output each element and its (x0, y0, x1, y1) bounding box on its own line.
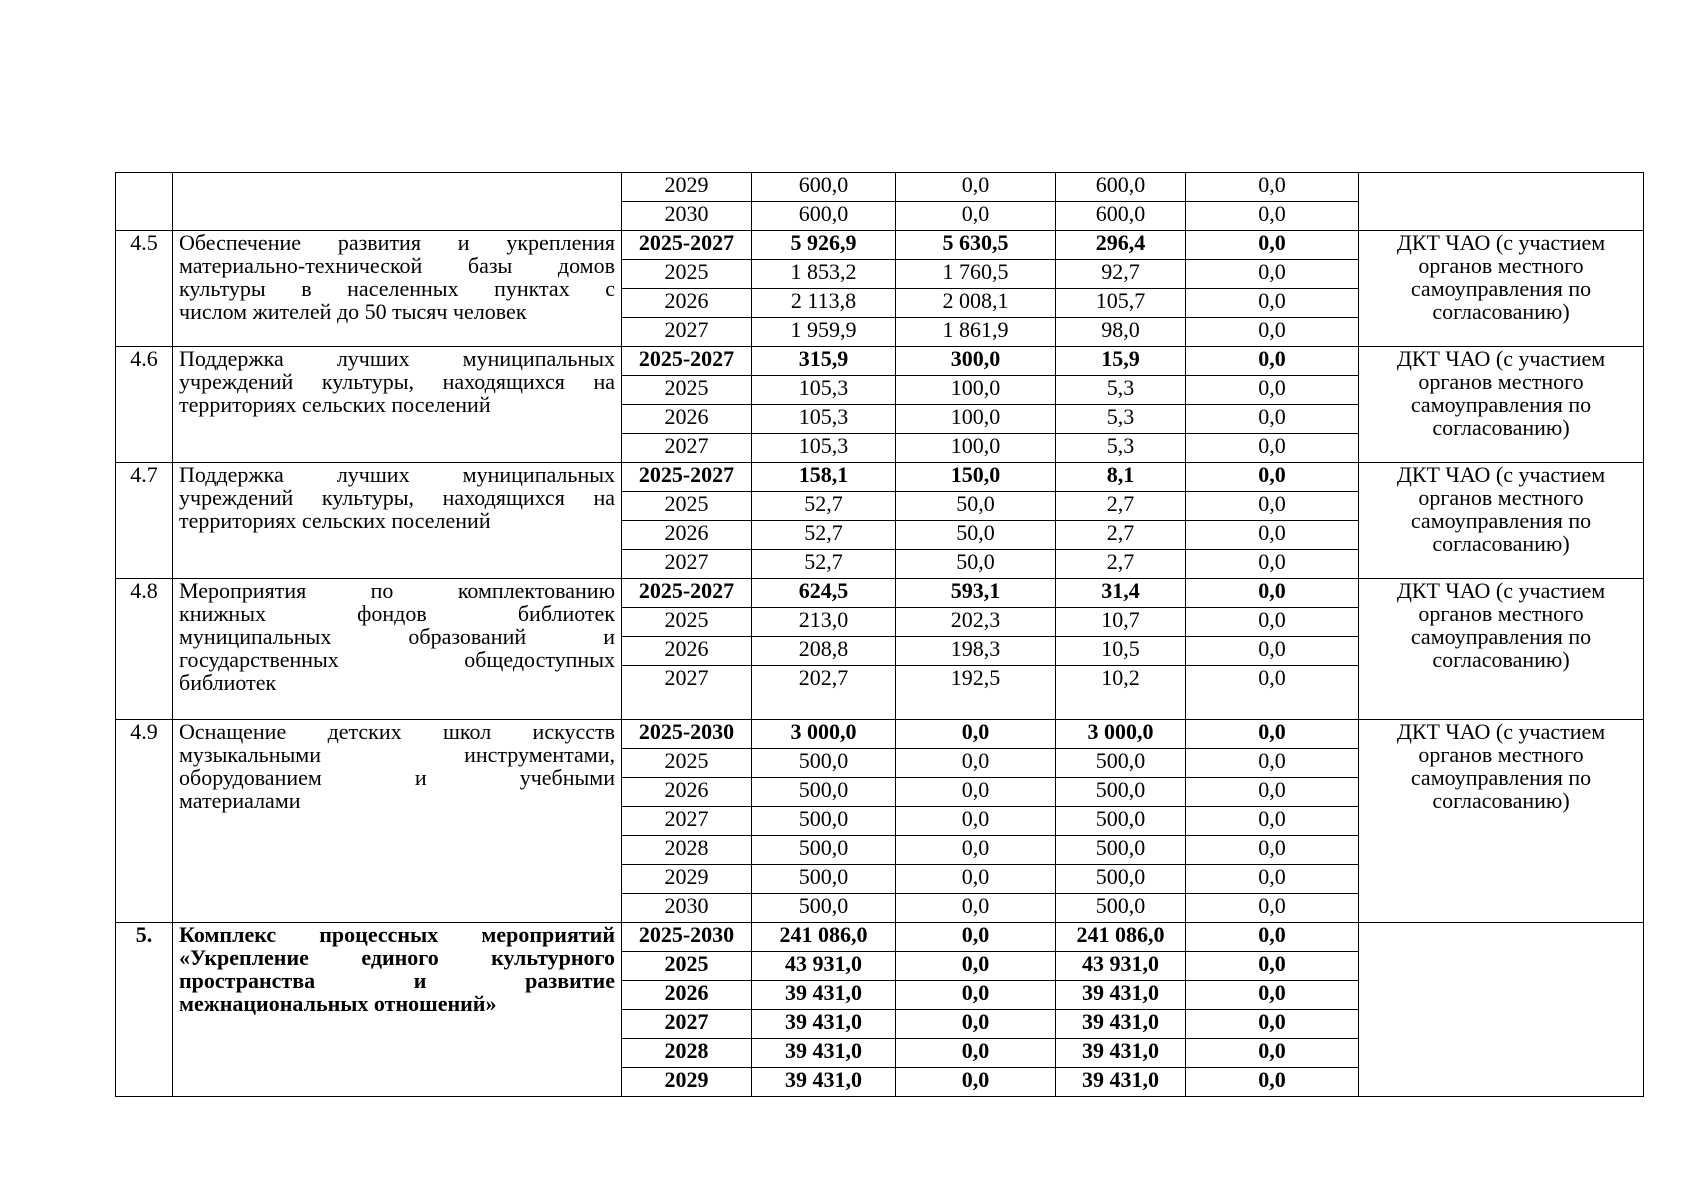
year-cell: 2025 (622, 260, 752, 289)
other-cell: 0,0 (1186, 260, 1359, 289)
regional-cell: 8,1 (1056, 463, 1186, 492)
other-cell: 0,0 (1186, 894, 1359, 923)
year-cell: 2029 (622, 865, 752, 894)
federal-cell: 0,0 (896, 952, 1056, 981)
year-cell: 2025 (622, 608, 752, 637)
year-cell: 2026 (622, 778, 752, 807)
other-cell: 0,0 (1186, 289, 1359, 318)
regional-cell: 500,0 (1056, 836, 1186, 865)
total-cell: 1 959,9 (752, 318, 896, 347)
federal-cell: 0,0 (896, 865, 1056, 894)
federal-cell: 0,0 (896, 202, 1056, 231)
federal-cell: 50,0 (896, 521, 1056, 550)
item-name-line: числом жителей до 50 тысяч человек (179, 299, 527, 324)
total-cell: 600,0 (752, 173, 896, 202)
responsible-cell: ДКТ ЧАО (с участием органов местного самоуправления по согласованию) (1359, 231, 1644, 347)
responsible-cell: ДКТ ЧАО (с участием органов местного самоуправления по согласованию) (1359, 463, 1644, 579)
item-name (173, 231, 622, 347)
federal-cell: 0,0 (896, 173, 1056, 202)
item-name-line: материалами (179, 788, 301, 813)
item-name-line: Оснащение детских школ искусств (179, 719, 615, 744)
year-cell: 2025-2030 (622, 923, 752, 952)
table-row (116, 579, 1644, 608)
total-cell: 208,8 (752, 637, 896, 666)
federal-cell: 150,0 (896, 463, 1056, 492)
federal-cell: 0,0 (896, 1068, 1056, 1097)
responsible-cell: ДКТ ЧАО (с участием органов местного самоуправления по согласованию) (1359, 579, 1644, 720)
other-cell: 0,0 (1186, 202, 1359, 231)
year-cell: 2027 (622, 666, 752, 720)
regional-cell: 98,0 (1056, 318, 1186, 347)
year-cell: 2026 (622, 405, 752, 434)
year-cell: 2030 (622, 894, 752, 923)
regional-cell: 500,0 (1056, 778, 1186, 807)
year-cell: 2026 (622, 981, 752, 1010)
item-name-line: муниципальных образований и (179, 624, 615, 649)
total-cell: 52,7 (752, 492, 896, 521)
responsible-cell (1359, 923, 1644, 1097)
other-cell: 0,0 (1186, 550, 1359, 579)
item-name-line: библиотек (179, 670, 277, 695)
other-cell: 0,0 (1186, 579, 1359, 608)
year-cell: 2025 (622, 952, 752, 981)
total-cell: 315,9 (752, 347, 896, 376)
regional-cell: 2,7 (1056, 492, 1186, 521)
other-cell: 0,0 (1186, 952, 1359, 981)
year-cell: 2026 (622, 289, 752, 318)
other-cell: 0,0 (1186, 836, 1359, 865)
other-cell: 0,0 (1186, 434, 1359, 463)
year-cell: 2025-2027 (622, 231, 752, 260)
responsible-cell: ДКТ ЧАО (с участием органов местного самоуправления по согласованию) (1359, 347, 1644, 463)
item-name-line: территориях сельских поселений (179, 508, 491, 533)
other-cell: 0,0 (1186, 1010, 1359, 1039)
other-cell: 0,0 (1186, 1068, 1359, 1097)
item-name (173, 347, 622, 463)
other-cell: 0,0 (1186, 666, 1359, 720)
federal-cell: 300,0 (896, 347, 1056, 376)
responsible-cell (1359, 173, 1644, 231)
item-name-line: государственных общедоступных (179, 647, 615, 672)
total-cell: 105,3 (752, 405, 896, 434)
other-cell: 0,0 (1186, 405, 1359, 434)
total-cell: 624,5 (752, 579, 896, 608)
other-cell: 0,0 (1186, 521, 1359, 550)
total-cell: 5 926,9 (752, 231, 896, 260)
item-number: 4.5 (116, 231, 173, 347)
other-cell: 0,0 (1186, 778, 1359, 807)
year-cell: 2026 (622, 637, 752, 666)
total-cell: 241 086,0 (752, 923, 896, 952)
other-cell: 0,0 (1186, 1039, 1359, 1068)
other-cell: 0,0 (1186, 376, 1359, 405)
total-cell: 43 931,0 (752, 952, 896, 981)
total-cell: 39 431,0 (752, 981, 896, 1010)
regional-cell: 2,7 (1056, 521, 1186, 550)
year-cell: 2025-2030 (622, 720, 752, 749)
other-cell: 0,0 (1186, 923, 1359, 952)
federal-cell: 0,0 (896, 894, 1056, 923)
item-name-line: музыкальными инструментами, (179, 742, 615, 767)
table-row (116, 347, 1644, 376)
table-row (116, 720, 1644, 749)
federal-cell: 50,0 (896, 492, 1056, 521)
other-cell: 0,0 (1186, 463, 1359, 492)
total-cell: 500,0 (752, 807, 896, 836)
federal-cell: 1 861,9 (896, 318, 1056, 347)
regional-cell: 10,2 (1056, 666, 1186, 720)
year-cell: 2025-2027 (622, 463, 752, 492)
regional-cell: 241 086,0 (1056, 923, 1186, 952)
federal-cell: 0,0 (896, 1010, 1056, 1039)
year-cell: 2025 (622, 749, 752, 778)
item-name-line: культуры в населенных пунктах с (179, 276, 615, 301)
federal-cell: 198,3 (896, 637, 1056, 666)
federal-cell: 0,0 (896, 778, 1056, 807)
other-cell: 0,0 (1186, 749, 1359, 778)
federal-cell: 2 008,1 (896, 289, 1056, 318)
other-cell: 0,0 (1186, 318, 1359, 347)
federal-cell: 0,0 (896, 720, 1056, 749)
federal-cell: 0,0 (896, 923, 1056, 952)
regional-cell: 39 431,0 (1056, 981, 1186, 1010)
item-name (173, 720, 622, 923)
regional-cell: 39 431,0 (1056, 1068, 1186, 1097)
federal-cell: 0,0 (896, 981, 1056, 1010)
item-name-line: учреждений культуры, находящихся на (179, 485, 615, 510)
table-row (116, 923, 1644, 952)
table-row (116, 173, 1644, 202)
total-cell: 500,0 (752, 749, 896, 778)
federal-cell: 100,0 (896, 434, 1056, 463)
federal-cell: 0,0 (896, 807, 1056, 836)
other-cell: 0,0 (1186, 347, 1359, 376)
total-cell: 600,0 (752, 202, 896, 231)
year-cell: 2029 (622, 1068, 752, 1097)
regional-cell: 600,0 (1056, 173, 1186, 202)
item-name-line: «Укрепление единого культурного (179, 945, 615, 970)
federal-cell: 50,0 (896, 550, 1056, 579)
item-name-line: Комплекс процессных мероприятий (179, 922, 615, 947)
regional-cell: 39 431,0 (1056, 1010, 1186, 1039)
regional-cell: 31,4 (1056, 579, 1186, 608)
regional-cell: 43 931,0 (1056, 952, 1186, 981)
item-name-line: Поддержка лучших муниципальных (179, 346, 615, 371)
item-number: 5. (116, 923, 173, 1097)
item-number: 4.9 (116, 720, 173, 923)
item-number: 4.7 (116, 463, 173, 579)
total-cell: 3 000,0 (752, 720, 896, 749)
other-cell: 0,0 (1186, 807, 1359, 836)
federal-cell: 0,0 (896, 836, 1056, 865)
total-cell: 213,0 (752, 608, 896, 637)
federal-cell: 5 630,5 (896, 231, 1056, 260)
federal-cell: 100,0 (896, 405, 1056, 434)
item-name-line: Обеспечение развития и укрепления (179, 230, 615, 255)
year-cell: 2029 (622, 173, 752, 202)
total-cell: 500,0 (752, 778, 896, 807)
total-cell: 2 113,8 (752, 289, 896, 318)
regional-cell: 296,4 (1056, 231, 1186, 260)
regional-cell: 10,5 (1056, 637, 1186, 666)
regional-cell: 600,0 (1056, 202, 1186, 231)
other-cell: 0,0 (1186, 608, 1359, 637)
item-name (173, 463, 622, 579)
total-cell: 500,0 (752, 836, 896, 865)
federal-cell: 192,5 (896, 666, 1056, 720)
table-row (116, 231, 1644, 260)
regional-cell: 2,7 (1056, 550, 1186, 579)
year-cell: 2027 (622, 807, 752, 836)
other-cell: 0,0 (1186, 865, 1359, 894)
total-cell: 39 431,0 (752, 1010, 896, 1039)
item-name-line: материально-технической базы домов (179, 253, 615, 278)
regional-cell: 5,3 (1056, 376, 1186, 405)
total-cell: 1 853,2 (752, 260, 896, 289)
regional-cell: 500,0 (1056, 865, 1186, 894)
year-cell: 2025-2027 (622, 579, 752, 608)
other-cell: 0,0 (1186, 173, 1359, 202)
item-name-line: Поддержка лучших муниципальных (179, 462, 615, 487)
federal-cell: 100,0 (896, 376, 1056, 405)
item-name-line: межнациональных отношений» (179, 991, 497, 1016)
item-name-cell (173, 173, 622, 231)
item-name-line: территориях сельских поселений (179, 392, 491, 417)
total-cell: 52,7 (752, 521, 896, 550)
total-cell: 500,0 (752, 865, 896, 894)
year-cell: 2027 (622, 1010, 752, 1039)
year-cell: 2028 (622, 836, 752, 865)
total-cell: 500,0 (752, 894, 896, 923)
federal-cell: 593,1 (896, 579, 1056, 608)
other-cell: 0,0 (1186, 637, 1359, 666)
budget-table (115, 172, 1644, 1097)
other-cell: 0,0 (1186, 492, 1359, 521)
year-cell: 2025-2027 (622, 347, 752, 376)
other-cell: 0,0 (1186, 231, 1359, 260)
responsible-cell: ДКТ ЧАО (с участием органов местного самоуправления по согласованию) (1359, 720, 1644, 923)
item-number: 4.6 (116, 347, 173, 463)
item-name (173, 923, 622, 1097)
other-cell: 0,0 (1186, 981, 1359, 1010)
item-name (173, 579, 622, 720)
regional-cell: 500,0 (1056, 749, 1186, 778)
federal-cell: 0,0 (896, 1039, 1056, 1068)
total-cell: 39 431,0 (752, 1068, 896, 1097)
other-cell: 0,0 (1186, 720, 1359, 749)
year-cell: 2025 (622, 492, 752, 521)
regional-cell: 5,3 (1056, 405, 1186, 434)
total-cell: 52,7 (752, 550, 896, 579)
total-cell: 202,7 (752, 666, 896, 720)
year-cell: 2028 (622, 1039, 752, 1068)
federal-cell: 0,0 (896, 749, 1056, 778)
regional-cell: 5,3 (1056, 434, 1186, 463)
regional-cell: 500,0 (1056, 807, 1186, 836)
year-cell: 2027 (622, 318, 752, 347)
year-cell: 2030 (622, 202, 752, 231)
item-name-line: оборудованием и учебными (179, 765, 615, 790)
total-cell: 105,3 (752, 376, 896, 405)
year-cell: 2027 (622, 550, 752, 579)
federal-cell: 1 760,5 (896, 260, 1056, 289)
regional-cell: 105,7 (1056, 289, 1186, 318)
item-number: 4.8 (116, 579, 173, 720)
total-cell: 39 431,0 (752, 1039, 896, 1068)
regional-cell: 39 431,0 (1056, 1039, 1186, 1068)
regional-cell: 3 000,0 (1056, 720, 1186, 749)
year-cell: 2026 (622, 521, 752, 550)
year-cell: 2025 (622, 376, 752, 405)
regional-cell: 10,7 (1056, 608, 1186, 637)
item-name-line: Мероприятия по комплектованию (179, 578, 615, 603)
federal-cell: 202,3 (896, 608, 1056, 637)
item-name-line: учреждений культуры, находящихся на (179, 369, 615, 394)
item-name-line: книжных фондов библиотек (179, 601, 615, 626)
regional-cell: 15,9 (1056, 347, 1186, 376)
total-cell: 158,1 (752, 463, 896, 492)
item-number-cell (116, 173, 173, 231)
year-cell: 2027 (622, 434, 752, 463)
table-row (116, 463, 1644, 492)
regional-cell: 500,0 (1056, 894, 1186, 923)
item-name-line: пространства и развитие (179, 968, 615, 993)
total-cell: 105,3 (752, 434, 896, 463)
regional-cell: 92,7 (1056, 260, 1186, 289)
